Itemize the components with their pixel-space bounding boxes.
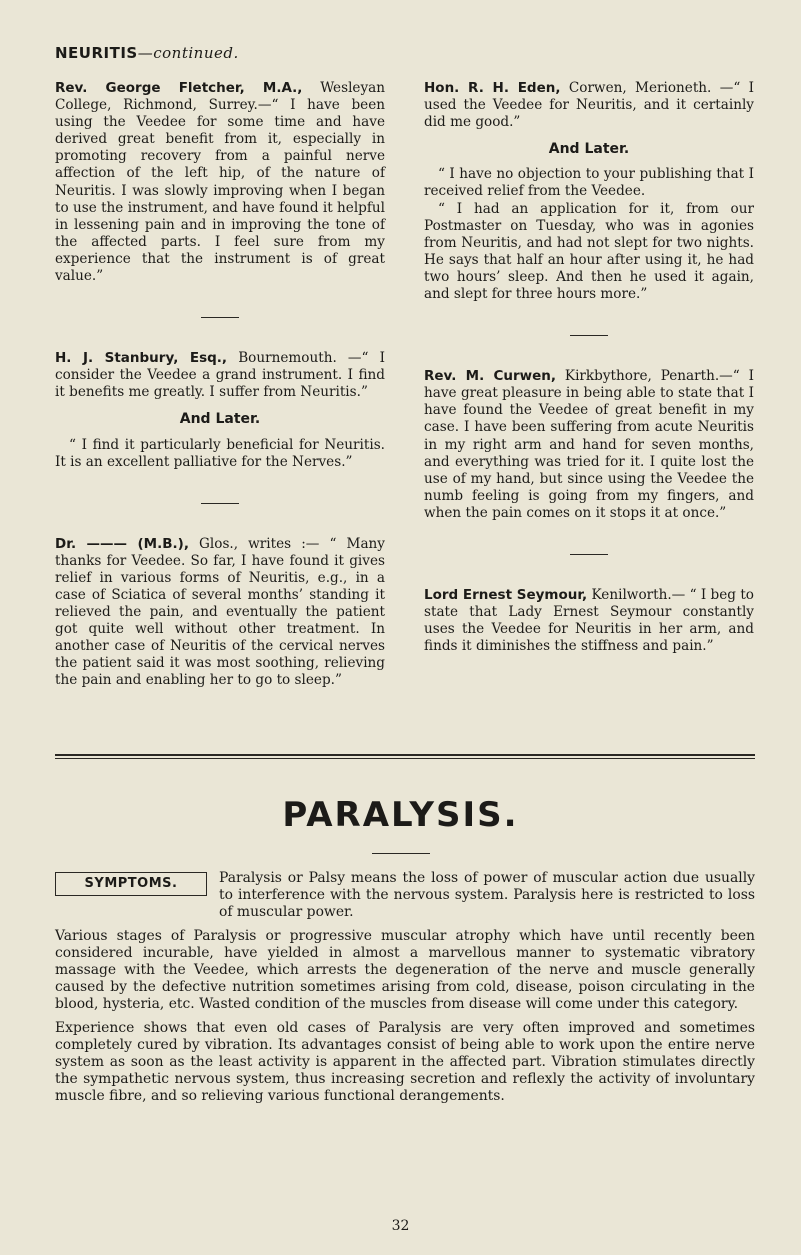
running-head-title: NEURITIS <box>55 44 138 62</box>
testimonial-author: Rev. M. Curwen, <box>424 368 557 385</box>
section-title: PARALYSIS. <box>282 795 519 835</box>
left-column <box>55 80 385 690</box>
testimonial-text: Kirkbythore, Penarth.—“ I have great pleasure in being able to state that I have found the Veedee of great benefit in my case. I have been suffering from acute Neuritis in my right arm and hand for seven months, and everything was tried for it. I quite lost the use of my hand, but since using the Veedee the numb feeling is going from my fingers, and when the pain comes on it stops it at once.” <box>424 368 754 521</box>
testimonial-eden-later-2: “ I had an application for it, from our Postmaster on Tuesday, who was in agonies from Neuritis, and had not slept for two nights. He says that half an hour after using it, he had two hours’ sleep. And then he used it again, and slept for three hours more.” <box>424 200 754 303</box>
paragraph: Various stages of Paralysis or progressive muscular atrophy which have until recently been considered incurable, have yielded in almost a marvellous manner to systematic vibratory massage with the Veedee, which arrests the degeneration of the nerve and muscle generally caused by the defective nutrition sometimes arising from cold, disease, poison circulating in the blood, hysteria, etc. Wasted condition of the muscles from disease will come under this category. <box>55 927 755 1013</box>
title-underline <box>372 853 430 854</box>
testimonial-author: Rev. George Fletcher, M.A., <box>55 80 303 96</box>
right-column <box>424 80 754 655</box>
running-head-continued: —continued. <box>137 44 239 62</box>
testimonial-seymour <box>424 587 754 655</box>
testimonial-text: Kenilworth.— “ I beg to state that Lady Ernest Seymour constantly uses the Veedee for Neuritis in her arm, and finds it diminishes the stiffness and pain.” <box>424 586 754 655</box>
testimonial-author: H. J. Stanbury, Esq., <box>55 350 228 367</box>
running-head <box>55 44 239 62</box>
testimonial-author: Dr. ——— (M.B.), <box>55 535 189 552</box>
paragraph: Experience shows that even old cases of Paralysis are very often improved and sometimes completely cured by vibration. Its advantages consist of being able to work upon the entire nerve system as soon as the least activity is apparent in the affected part. Vibration stimulates directly the sympathetic nervous system, thus increasing secretion and reflexly the activity of involuntary muscle fibre, and so relieving various functional derangements. <box>55 1019 755 1105</box>
testimonial-curwen <box>424 368 754 522</box>
separator <box>201 503 239 504</box>
symptoms-row <box>55 870 755 922</box>
testimonial-text: Corwen, Merioneth. —“ I used the Veedee for Neuritis, and it certainly did me good.” <box>424 80 754 131</box>
testimonial-fletcher <box>55 80 385 285</box>
subheading-and-later: And Later. <box>179 411 261 428</box>
section-divider <box>55 754 755 759</box>
symptoms-label: SYMPTOMS. <box>55 872 207 896</box>
testimonial-stanbury <box>55 350 385 401</box>
testimonial-text: Wesleyan College, Richmond, Surrey.—“ I have been using the Veedee for some time and have derived great benefit from it, especially in promoting recovery from a painful nerve affection of the left hip, of the nature of Neuritis. I was slowly improving when I began to use the instrument, and have found it helpful in lessening pain and in improving the tone of the affected parts. I feel sure from my experience that the instrument is of great value.” <box>55 80 386 285</box>
testimonial-stanbury-later: “ I find it particularly beneficial for Neuritis. It is an excellent palliative for the Nerves.” <box>55 436 385 470</box>
testimonial-author: Lord Ernest Seymour, <box>424 586 588 603</box>
separator <box>201 317 239 318</box>
paralysis-body <box>55 870 755 1106</box>
testimonial-text: Glos., writes :— “ Many thanks for Veedee. So far, I have found it gives relief in various forms of Neuritis, e.g., in a case of Sciatica of several months’ standing it relieved the pain, and eventually the patient got quite well without other treatment. In another case of Neuritis of the cervical nerves the patient said it was most soothing, relieving the pain and enabling her to go to sleep.” <box>55 535 385 689</box>
page-number: 32 <box>391 1218 410 1234</box>
testimonial-eden <box>424 80 754 131</box>
symptoms-text: Paralysis or Palsy means the loss of power of muscular action due usually to interference with the nervous system. Paralysis here is restricted to loss of muscular power. <box>219 870 755 921</box>
testimonial-text: Bournemouth. —“ I consider the Veedee a grand instrument. I find it benefits me greatly. I suffer from Neuritis.” <box>55 350 385 401</box>
testimonial-doctor <box>55 536 385 690</box>
subheading-and-later: And Later. <box>548 141 630 158</box>
testimonial-author: Hon. R. H. Eden, <box>424 80 561 96</box>
testimonial-eden-later: “ I have no objection to your publishing that I received relief from the Veedee. <box>424 166 754 200</box>
separator <box>570 335 608 336</box>
separator <box>570 554 608 555</box>
